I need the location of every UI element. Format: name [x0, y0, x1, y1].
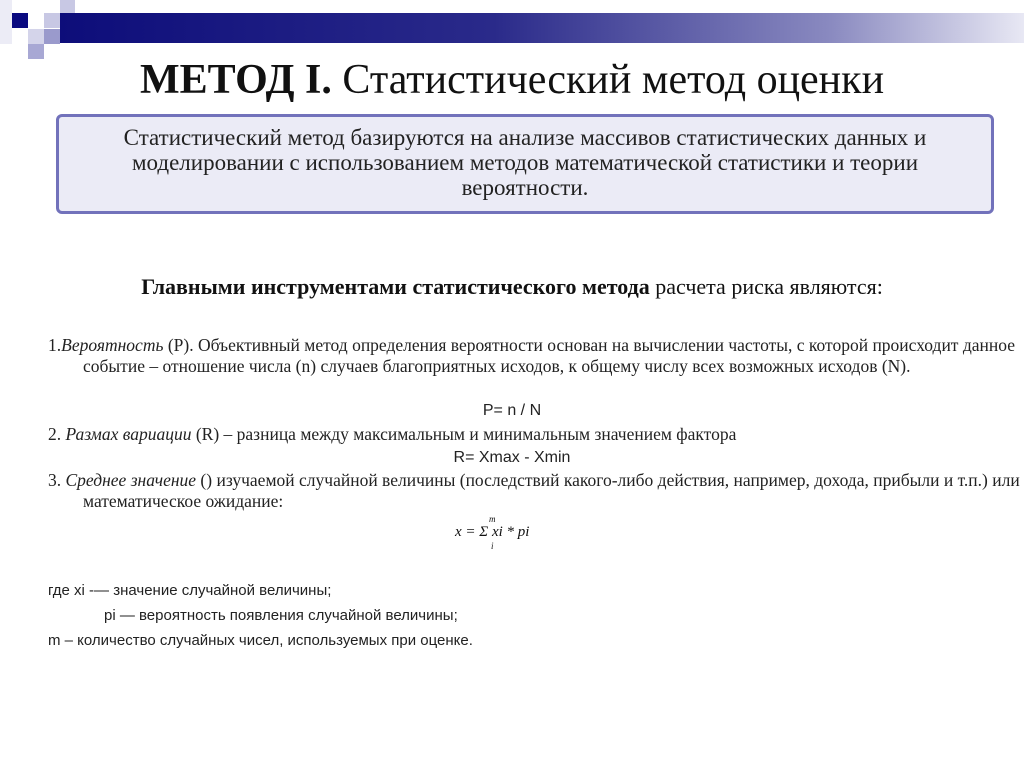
decor-square	[0, 0, 12, 44]
decor-square	[44, 29, 60, 44]
decor-square	[12, 13, 28, 28]
item-text: (Р). Объективный метод определения вероятности основан на вычислении частоты, с которой происходит данное событие – отношение числа (n) случаев благоприятных исходов, к общему числу всех возможных исходов (N).	[83, 335, 1015, 376]
section-heading	[0, 274, 1024, 300]
item-range	[48, 424, 998, 445]
decor-square	[44, 13, 60, 28]
title-rest: Статистический метод оценки	[331, 57, 885, 103]
item-number: 3.	[48, 470, 66, 490]
formula-mean	[455, 514, 530, 551]
item-mean	[48, 470, 1024, 512]
item-number: 1.	[48, 335, 62, 355]
item-term: Среднее значение	[65, 470, 197, 490]
item-term: Размах вариации	[65, 424, 192, 444]
sum-upper-limit: m	[489, 514, 496, 524]
sum-lower-limit: i	[491, 541, 494, 551]
formula-probability: P= n / N	[482, 402, 542, 419]
legend-xi: где xi -— значение случайной величины;	[48, 582, 332, 599]
item-term: Вероятность	[61, 335, 164, 355]
legend-pi: pi — вероятность появления случайной величины;	[104, 607, 458, 624]
legend-m: m – количество случайных чисел, используемых при оценке.	[48, 632, 473, 649]
title-bold: МЕТОД I.	[139, 57, 332, 103]
heading-bold: Главными инструментами статистического метода	[141, 274, 650, 299]
item-text: () изучаемой случайной величины (последствий какого-либо действия, например, дохода, прибыли и т.п.) или математическое ожидание:	[83, 470, 1020, 511]
item-probability	[48, 335, 1024, 377]
item-text: (R) – разница между максимальным и минимальным значением фактора	[191, 424, 737, 444]
decor-square	[60, 0, 75, 13]
slide-title	[0, 56, 1024, 104]
decor-square	[28, 29, 44, 44]
header-bar	[60, 13, 1024, 43]
item-number: 2.	[48, 424, 66, 444]
formula-text: x = Σ xi * pi	[455, 524, 530, 540]
heading-rest: расчета риска являются:	[649, 274, 883, 299]
formula-range: R= Xmax - Xmin	[453, 449, 571, 466]
definition-text: Статистический метод базируются на анализе массивов статистических данных и моделировании с использованием методов математической статистики и теории вероятности.	[123, 125, 927, 200]
